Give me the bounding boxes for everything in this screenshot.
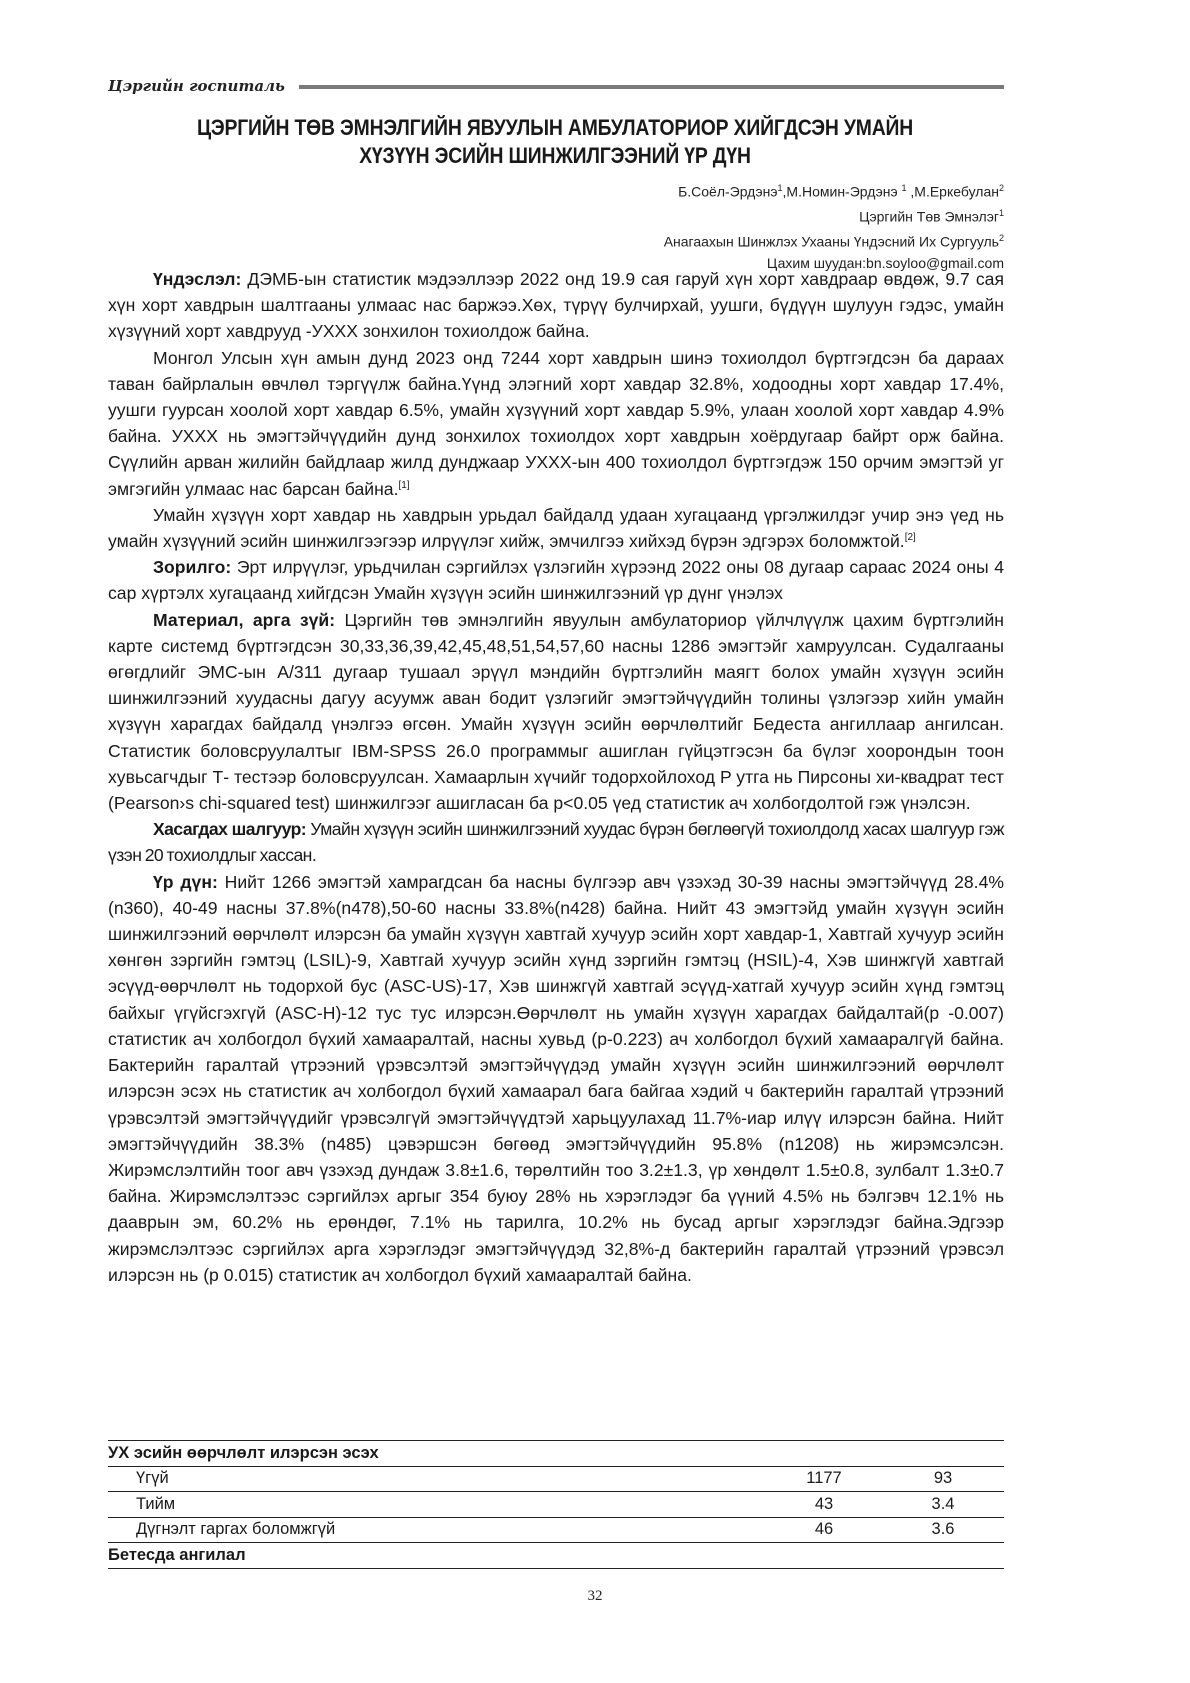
author-2: ,М.Номин-Эрдэнэ — [782, 183, 902, 200]
author-names — [664, 178, 1004, 203]
title-line-2: ХҮЗҮҮН ЭСИЙН ШИНЖИЛГЭЭНИЙ ҮР ДҮН — [359, 143, 751, 168]
page-number: 32 — [587, 1588, 603, 1604]
methods-label: Материал, арга зүй: — [153, 609, 336, 630]
exclusion-text: Умайн хүзүүн эсийн шинжилгээний хуудас бүрэн бөглөөгүй тохиолдолд хасах шалгуур гэж үзэн 20 тохиолдлыг хассан. — [108, 819, 1004, 866]
group-label-bethesda: Бетесда ангилал — [108, 1545, 246, 1564]
row-label: Үгүй — [136, 1469, 169, 1488]
author-1: Б.Соёл-Эрдэнэ — [678, 183, 778, 200]
group-label-cytology-change: УХ эсийн өөрчлөлт илэрсэн эсэх — [108, 1443, 379, 1462]
row-label: Дүгнэлт гаргах боломжгүй — [136, 1520, 336, 1539]
table-row — [108, 1518, 1004, 1544]
exclusion-label: Хасагдах шалгуур: — [153, 819, 307, 840]
table-group-header — [108, 1543, 1004, 1569]
contact-email: Цахим шуудан:bn.soyloo@gmail.com — [766, 255, 1004, 272]
affiliation-2-marker: 2 — [998, 233, 1004, 244]
background-text-1: ДЭМБ-ын статистик мэдээллээр 2022 онд 19.9 сая гаруй хүн хорт хавдраар өвдөж, 9.7 сая хүн хорт хавдрын шалтгааны улмаас нас баржээ.Хөх, түрүү булчирхай, уушги, бүдүүн шулуун гэдэс, умайн хүзүүний хорт хавдрууд -УХХХ зонхилон тохиолдож байна. — [108, 269, 1004, 342]
methods-text: Цэргийн төв эмнэлгийн явуулын амбулаториор үйлчлүүлж цахим бүртгэлийн карте системд бүртгэгдсэн 30,33,36,39,42,45,48,51,54,57,60 насны 1286 эмэгтэйг хамруулсан. Судалгааны өгөгдлийг ЭМС-ын А/311 дугаар тушаал эрүүл мэндийн бүртгэлийн маягт болох умайн хүзүүн эсийн шинжилгээний хуудасны дагуу асуумж аван бодит үзлэгийг эмэгтэйчүүдийн толины үзлэгээр хийн умайн хүзүүн харагдах байдалд үнэлгээ өгсөн. Умайн хүзүүн эсийн өөрчлөлтийг Бедеста ангиллаар ангилсан. Статистик боловсруулалтыг IBM-SPSS 26.0 программыг ашиглан гүйцэтгэсэн ба бүлэг хоорондын тоон хувьсагчдыг Т- тестээр боловсруулсан. Хамаарлын хүчийг тодорхойлоход P утга нь Пирсоны хи-квадрат тест (Pearson›s chi-squared test) шинжилгээг ашигласан ба p<0.05 үед статистик ач холбогдолтой гэж үнэлсэн. — [108, 609, 1004, 814]
background-paragraph-1 — [108, 266, 1004, 345]
row-percent: 93 — [933, 1469, 953, 1488]
results-text: Нийт 1266 эмэгтэй хамрагдсан ба насны бүлгээр авч үзэхэд 30-39 насны эмэгтэйчүүд 28.4%(n360), 40-49 насны 37.8%(n478),50-60 насны 33.8%(n428) байна. Нийт 43 эмэгтэйд умайн хүзүүн эсийн шинжилгээний өөрчлөлт илэрсэн ба умайн хүзүүн хавтгай хучуур эсийн хорт хавдар-1, Хавтгай хучуур эсийн хөнгөн зэргийн гэмтэц (LSIL)-9, Хавтгай хучуур эсийн хүнд зэргийн гэмтэц (HSIL)-4, Хэв шинжгүй хавтгай эсүүд-өөрчлөлт нь тодорхой бус (ASC-US)-17, Хэв шинжгүй хавтгай эсүүд-хатгай хучуур эсийн хүнд гэмтэц байхыг үгүйсгэхгүй (ASC-H)-12 тус тус илэрсэн.Өөрчлөлт нь умайн хүзүүн харагдах байдалтай(p -0.007) статистик ач холбогдол бүхий хамааралтай, насны хувьд (p-0.223) ач холбогдол бүхий хамааралгүй байна. Бактерийн гаралтай үтрээний үрэвсэлтэй эмэгтэйчүүдэд умайн хүзүүн эсийн шинжилгээний өөрчлөлт илэрсэн эсэх нь статистик ач холбогдол бүхий хамаарал бага байгаа хэдий ч бактерийн гаралтай үтрээний үрэвсэлтэй эмэгтэйчүүдийг үрэвсэлгүй эмэгтэйчүүдтэй харьцуулахад 11.7%-иар илүү илэрсэн байна. Нийт эмэгтэйчүүдийн 38.3% (n485) цэвэршсэн бөгөөд эмэгтэйчүүдийн 95.8% (n1208) нь жирэмсэлсэн. Жирэмслэлтийн тоог авч үзэхэд дундаж 3.8±1.6, төрөлтийн тоо 3.2±1.3, үр хөндөлт 1.5±0.8, зулбалт 1.3±0.7 байна. Жирэмслэлтээс сэргийлэх аргыг 354 буюу 28% нь хэрэглэдэг ба үүний 4.5% нь бэлгэвч 12.1% нь дааврын эм, 60.2% нь ерөндөг, 7.1% нь тарилга, 10.2% нь бусад аргыг хэрэглэдэг байна.Эдгээр жирэмслэлтээс сэргийлэх арга хэрэглэдэг эмэгтэйчүүдэд 32,8%-д бактерийн гаралтай үтрээний үрэвсэл илэрсэн нь (p 0.015) статистик ач холбогдол бүхий хамааралтай байна. — [108, 871, 1004, 1285]
author-3-affiliation: 2 — [998, 183, 1004, 193]
results-paragraph — [108, 869, 1004, 1288]
row-count: 46 — [814, 1520, 834, 1539]
background-paragraph-2 — [108, 345, 1004, 502]
results-table — [108, 1440, 1004, 1569]
row-percent: 3.4 — [931, 1494, 955, 1513]
affiliation-1-marker: 1 — [998, 208, 1004, 219]
background-paragraph-3 — [108, 502, 1004, 554]
background-text-3: Умайн хүзүүн хорт хавдар нь хавдрын урьдал байдалд удаан хугацаанд үргэлжилдэг учир энэ үед нь умайн хүзүүний эсийн шинжилгээгээр илрүүлэг хийж, эмчилгээ хийхэд бүрэн эдгэрэх боломжтой. — [108, 504, 1004, 552]
table-row — [108, 1467, 1004, 1493]
citation-2: [2] — [904, 532, 916, 544]
author-3: ,М.Еркебулан — [906, 183, 999, 200]
header-rule — [299, 85, 1004, 89]
results-label: Үр дүн: — [153, 871, 218, 892]
affiliation-2 — [664, 228, 1004, 253]
journal-section-label: Цэргийн госпиталь — [108, 77, 285, 95]
aim-paragraph — [108, 554, 1004, 606]
row-count: 43 — [814, 1494, 834, 1513]
methods-paragraph — [108, 607, 1004, 817]
background-label: Үндэслэл: — [153, 269, 242, 289]
running-head — [108, 72, 1004, 100]
author-block — [664, 178, 1004, 275]
aim-label: Зорилго: — [153, 557, 232, 578]
row-count: 1177 — [806, 1469, 842, 1488]
affiliation-2-text: Анагаахын Шинжлэх Ухааны Үндэсний Их Сургууль — [663, 233, 999, 250]
affiliation-1-text: Цэргийн Төв Эмнэлэг — [859, 208, 999, 225]
aim-text: Эрт илрүүлэг, урьдчилан сэргийлэх үзлэгийн хүрээнд 2022 оны 08 дугаар сараас 2024 оны 4 сар хүртэлх хугацаанд хийгдсэн Умайн хүзүүн эсийн шинжилгээний үр дүнг үнэлэх — [108, 557, 1004, 604]
row-percent: 3.6 — [931, 1520, 955, 1539]
citation-1: [1] — [398, 479, 410, 491]
row-label: Тийм — [136, 1494, 176, 1513]
table-group-header — [108, 1441, 1004, 1467]
article-title — [164, 114, 947, 170]
abstract-body — [108, 266, 1004, 1288]
author-2-affiliation: 1 — [901, 183, 907, 193]
affiliation-1 — [664, 203, 1004, 228]
title-line-1: ЦЭРГИЙН ТӨВ ЭМНЭЛГИЙН ЯВУУЛЫН АМБУЛАТОРИОР ХИЙГДСЭН УМАЙН — [196, 115, 914, 140]
table-row — [108, 1492, 1004, 1518]
author-1-affiliation: 1 — [777, 183, 783, 193]
background-text-2: Монгол Улсын хүн амын дунд 2023 онд 7244 хорт хавдрын шинэ тохиолдол бүртгэгдсэн ба дараах таван байрлалын өвчлөл тэргүүлж байна.Үүнд элэгний хорт хавдар 32.8%, ходоодны хорт хавдар 17.4%, уушги гуурсан хоолой хорт хавдар 6.5%, умайн хүзүүний хорт хавдар 5.9%, улаан хоолой хорт хавдар 4.9% байна. УХХХ нь эмэгтэйчүүдийн дунд зонхилох тохиолдох хорт хавдрын хоёрдугаар байрт орж байна. Сүүлийн арван жилийн байдлаар жилд дунджаар УХХХ-ын 400 тохиолдол бүртгэгдэж 150 орчим эмэгтэй уг эмгэгийн улмаас нас барсан байна. — [108, 347, 1004, 499]
exclusion-paragraph — [108, 816, 1004, 868]
